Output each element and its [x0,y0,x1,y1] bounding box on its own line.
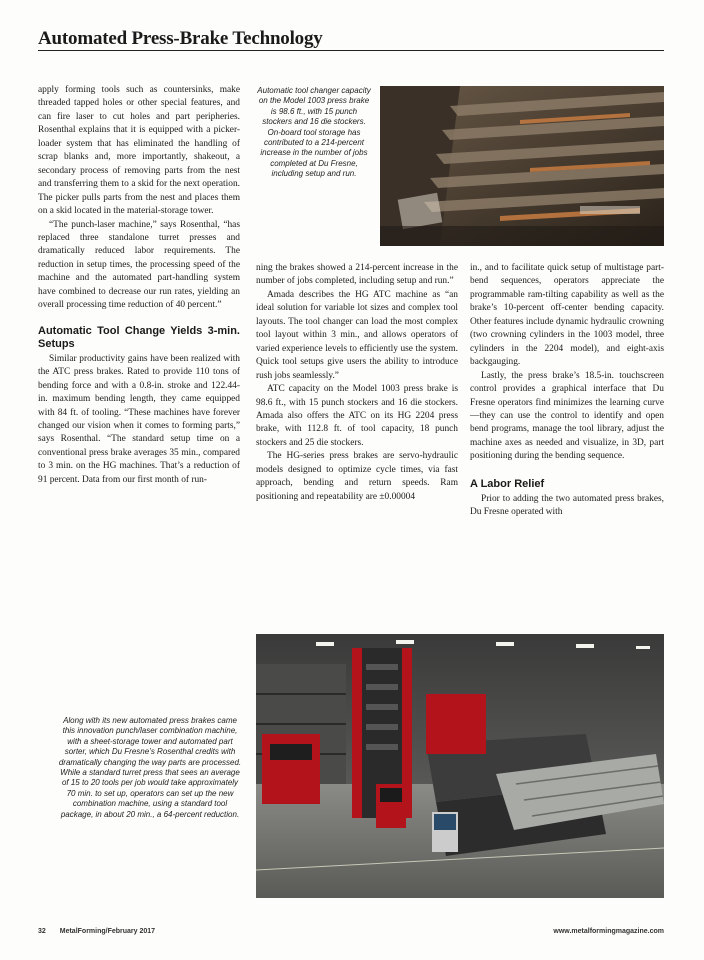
tool-storage-photo [380,86,664,246]
issue-label: MetalForming/February 2017 [59,928,156,935]
paragraph: ATC capacity on the Model 1003 press brake is 98.6 ft., with 15 punch stockers and 16 die stockers. Amada also offers the ATC on its HG 2204 press brake, with 112.8 ft. of tool capacity, 18 punch stockers and 25 die stockers. [256,384,458,448]
page-number: 32 [38,928,46,935]
column-2 [256,262,458,504]
column-3 [470,262,664,520]
paragraph: Amada describes the HG ATC machine as “an ideal solution for variable lot sizes and complex tool layouts. The tool changer can load the most complex tool layout within 3 min., and allows operators of varied experience levels to efficiently use the system. Quick tool setups give users the ability to introduce rush jobs seamlessly.” [256,289,458,381]
subheading: Automatic Tool Change Yields 3-min. Setups [38,324,240,350]
page-footer [38,928,664,935]
paragraph: The HG-series press brakes are servo-hydraulic models designed to optimize cycle times, via fast approach, bending and return speeds. Ram positioning and repeatability are ±0.00004 [256,451,458,502]
page-header [38,28,664,51]
column-1 [38,84,240,487]
paragraph: “The punch-laser machine,” says Rosenthal, “has replaced three standalone turret presses and dramatically reduced labor requirements. The reduction in setup times, the processing speed of the machine and the automated part-handling system have combined to decrease our run rates, yielding an overall processing time reduction of 40 percent.” [38,219,240,311]
photo-caption-bottom: Along with its new automated press brakes came this innovation punch/laser combination machine, with a sheet-storage tower and automated part sorter, which Du Fresne’s Rosenthal credits with dramatically changing the way parts are processed. While a standard turret press that sees an average of 15 to 20 tools per job would take approximately 70 min. to set up, operators can set up the new combination machine, using a standard tool package, in about 20 min., a 64-percent reduction. [58,716,242,819]
paragraph: ning the brakes showed a 214-percent increase in the number of jobs completed, including setup and run.” [256,263,458,287]
paragraph: apply forming tools such as countersinks, make threaded tapped holes or other special features, and can fire laser to cut holes and part peripheries. Rosenthal explains that it is equipped with a picker-loader system that has eliminated the handling of scrap blanks and, more importantly, shakeout, a secondary process of removing parts from the nest and transferring them to a skid for the next operation. The picker pulls parts from the nest and places them on a skid located in the material-storage tower. [38,85,240,217]
website-link[interactable]: www.metalformingmagazine.com [553,928,664,935]
paragraph: Lastly, the press brake’s 18.5-in. touchscreen control provides a graphical interface that Du Fresne operators find minimizes the learning curve—they can use the control to identify and open bend programs, manage the tool library, adjust the machine axes as needed and visualize, in 3D, part positioning during the bending sequence. [470,370,664,462]
photo-caption-top: Automatic tool changer capacity on the Model 1003 press brake is 98.6 ft., with 15 punch stockers and 16 die stockers. On-board tool storage has contributed to a 214-percent increase in the number of jobs completed at Du Fresne, including setup and run. [257,86,371,179]
paragraph: in., and to facilitate quick setup of multistage part-bend sequences, operators appreciate the programmable ram-tilting capability as well as the brake’s 10-percent off-center bending capacity. Other features include dynamic hydraulic crowning (two crowning cylinders in the 1003 model, three cylinders in the 2204 model), and eight-axis backgauging. [470,263,664,368]
paragraph: Prior to adding the two automated press brakes, Du Fresne operated with [470,493,664,518]
section-title: Automated Press-Brake Technology [38,28,323,49]
subheading: A Labor Relief [470,477,545,490]
paragraph: Similar productivity gains have been realized with the ATC press brakes. Rated to provide 110 tons of bending force and with a 0.8-in. stroke and 122.44-in. maximum bending length, they came equipped with 84 ft. of tooling. “These machines have forever changed our vision when it comes to forming parts,” says Rosenthal. “The standard setup time on a conventional press brake averages 35 min., compared to 3 min. on the HG machines. That’s a reduction of 91 percent. Data from our first month of run- [38,353,240,485]
punch-laser-machine-photo [256,634,664,898]
